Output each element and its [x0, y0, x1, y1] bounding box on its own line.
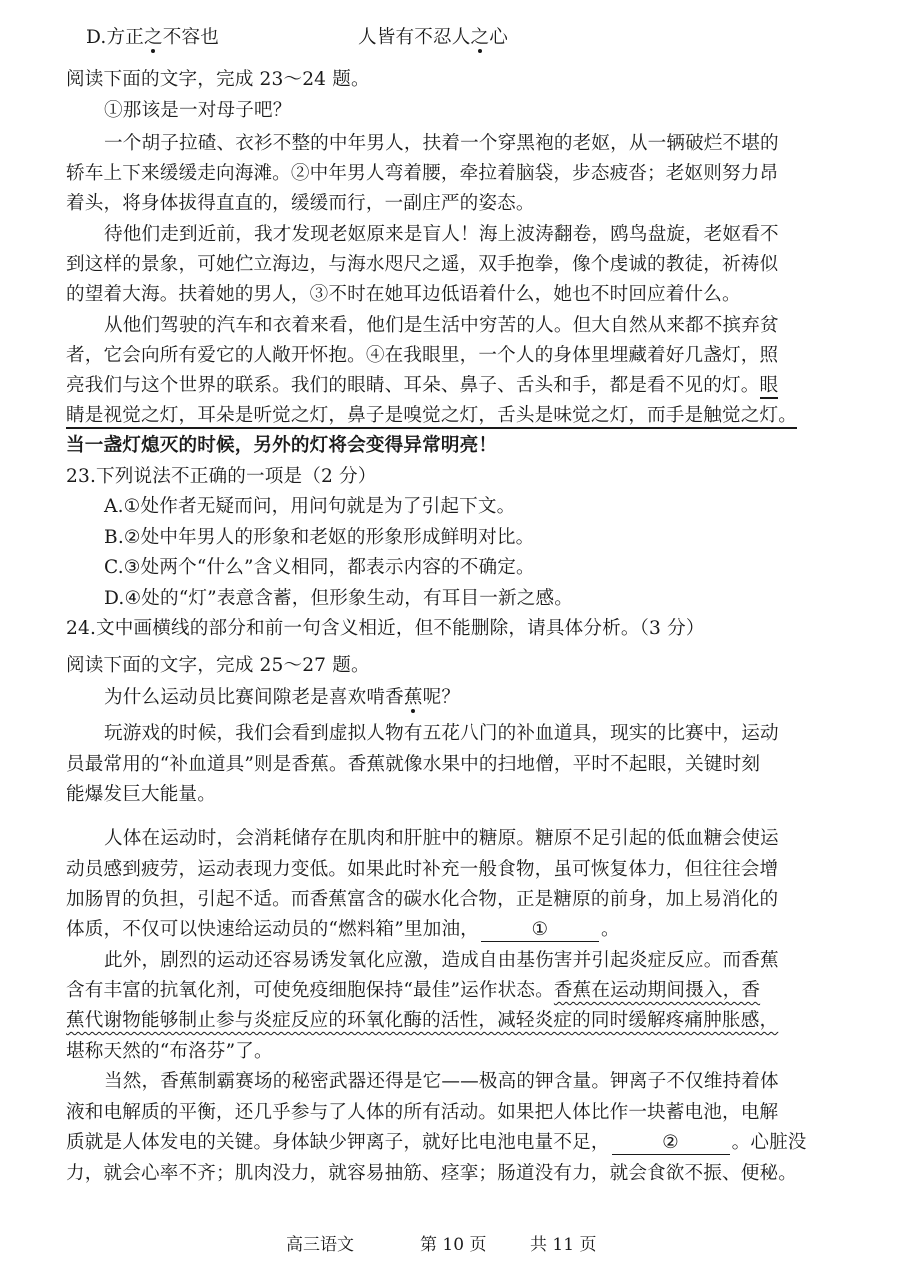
- passage2-line-end: 。: [600, 919, 620, 940]
- passage1-underlined-line: [66, 402, 797, 430]
- question-23-option-d: D.④处的“灯”表意含蓄，但形象生动，有耳目一新之感。: [104, 588, 573, 609]
- passage2-blank1-line: [66, 916, 620, 944]
- passage2-line: 液和电解质的平衡，还几乎参与了人体的所有活动。如果把人体比作一块蓄电池，电解: [66, 1102, 779, 1123]
- passage2-line: 加肠胃的负担，引起不适。而香蕉富含的碳水化合物，正是糖原的前身，加上易消化的: [66, 889, 779, 910]
- passage2-line: 人体在运动时，会消耗储存在肌肉和肝脏中的糖原。糖原不足引起的低血糖会使运: [104, 828, 779, 849]
- passage2-wavy-line-start: [66, 977, 760, 1005]
- passage2-title-text: 为什么运动员比赛间隙老是喜欢啃香: [104, 687, 404, 708]
- wavy-underlined-text: 香蕉在运动期间摄入，香: [553, 980, 761, 1001]
- passage2-wavy-line: [66, 1007, 778, 1035]
- passage2-line: 力，就会心率不齐；肌肉没力，就容易抽筋、痉挛；肠道没有力，就会食欲不振、便秘。: [66, 1163, 798, 1184]
- emphasis-dot-char: 之: [470, 27, 490, 48]
- passage1-line: 从他们驾驶的汽车和衣着来看，他们是生活中穷苦的人。但大自然从来都不摈弃贫: [104, 315, 779, 336]
- passage2-blank2-line: [66, 1129, 807, 1157]
- passage2-line: 员最常用的“补血道具”则是香蕉。香蕉就像水果中的扫地僧，平时不起眼，关键时刻: [66, 754, 761, 775]
- wavy-underlined-text: 蕉代谢物能够制止参与炎症反应的环氧化酶的活性，减轻炎症的同时缓解疼痛肿胀感，: [66, 1010, 779, 1031]
- option-d-right-end: 心: [489, 27, 508, 48]
- passage2-line: 当然，香蕉制霸赛场的秘密武器还得是它——极高的钾含量。钾离子不仅维持着体: [104, 1071, 779, 1092]
- passage2-line: 动员感到疲劳，运动表现力变低。如果此时补充一般食物，虽可恢复体力，但往往会增: [66, 859, 779, 880]
- passage2-intro: 阅读下面的文字，完成 25～27 题。: [66, 655, 370, 676]
- passage2-line: 玩游戏的时候，我们会看到虚拟人物有五花八门的补血道具，现实的比赛中，运动: [104, 723, 779, 744]
- passage1-line: 的望着大海。扶着她的男人，③不时在她耳边低语着什么，她也不时回应着什么。: [66, 284, 741, 305]
- option-d-text-end: 不容也: [162, 27, 219, 48]
- passage2-line-text: 质就是人体发电的关键。身体缺少钾离子，就好比电池电量不足，: [66, 1132, 610, 1153]
- question-24-stem: 24.文中画横线的部分和前一句含义相近，但不能删除，请具体分析。（3 分）: [66, 618, 705, 639]
- question-23-option-c: C.③处两个“什么”含义相同，都表示内容的不确定。: [104, 557, 535, 578]
- answer-blank-1[interactable]: ①: [481, 919, 599, 942]
- option-d-right-text: 人皆有不忍人: [358, 27, 471, 48]
- passage1-intro: 阅读下面的文字，完成 23～24 题。: [66, 69, 370, 90]
- footer-total-pages: 共 11 页: [530, 1235, 597, 1255]
- passage1-line: 着头，将身体拔得直直的，缓缓而行，一副庄严的姿态。: [66, 193, 535, 214]
- emphasis-dot-char: 之: [143, 27, 163, 48]
- question-23-option-b: B.②处中年男人的形象和老妪的形象形成鲜明对比。: [104, 527, 535, 548]
- question-23-option-a: A.①处作者无疑而问，用问句就是为了引起下文。: [104, 496, 516, 517]
- passage2-line-text: 体质，不仅可以快速给运动员的“燃料箱”里加油，: [66, 919, 479, 940]
- underlined-text: 睛是视觉之灯，耳朵是听觉之灯，鼻子是嗅觉之灯，舌头是味觉之灯，而手是触觉之灯。: [66, 405, 797, 429]
- passage1-title: ①那该是一对母子吧？: [104, 100, 292, 121]
- underlined-text: 眼: [760, 375, 779, 399]
- passage2-line: 能爆发巨大能量。: [66, 784, 216, 805]
- passage2-line: 此外，剧烈的运动还容易诱发氧化应激，造成自由基伤害并引起炎症反应。而香蕉: [104, 950, 779, 971]
- passage1-line: 待他们走到近前，我才发现老妪原来是盲人！海上波涛翻卷，鸥鸟盘旋，老妪看不: [104, 224, 779, 245]
- passage2-line-text: 含有丰富的抗氧化剂，可使免疫细胞保持“最佳”运作状态。: [66, 980, 554, 1001]
- footer-page-number: 第 10 页: [420, 1235, 487, 1255]
- passage1-line-split: [66, 372, 778, 400]
- passage2-title-end: 呢？: [422, 687, 461, 708]
- passage2-line-end: 。心脏没: [731, 1132, 807, 1153]
- passage1-last-line: 当一盏灯熄灭的时候，另外的灯将会变得异常明亮！: [66, 435, 498, 456]
- option-d-right: [358, 24, 508, 52]
- emphasis-dot-char: 蕉: [403, 687, 423, 708]
- question-23-stem: 23.下列说法不正确的一项是（2 分）: [66, 466, 377, 487]
- answer-blank-2[interactable]: ②: [612, 1132, 730, 1155]
- passage1-line: 者，它会向所有爱它的人敞开怀抱。④在我眼里，一个人的身体里埋藏着好几盏灯，照: [66, 345, 779, 366]
- passage1-line-text: 亮我们与这个世界的联系。我们的眼睛、耳朵、鼻子、舌头和手，都是看不见的灯。: [66, 375, 760, 396]
- passage1-line: 一个胡子拉碴、衣衫不整的中年男人，扶着一个穿黑袍的老妪，从一辆破烂不堪的: [104, 133, 779, 154]
- footer-subject: 高三语文: [286, 1235, 354, 1255]
- passage1-line: 轿车上下来缓缓走向海滩。②中年男人弯着腰，牵拉着脑袋，步态疲沓；老妪则努力昂: [66, 163, 779, 184]
- option-d-line: [86, 24, 219, 52]
- passage2-title: [104, 684, 460, 712]
- option-d-text: D.方正: [86, 27, 144, 48]
- passage1-line: 到这样的景象，可她伫立海边，与海水咫尺之遥，双手抱拳，像个虔诚的教徒，祈祷似: [66, 254, 779, 275]
- passage2-line: 堪称天然的“布洛芬”了。: [66, 1041, 273, 1062]
